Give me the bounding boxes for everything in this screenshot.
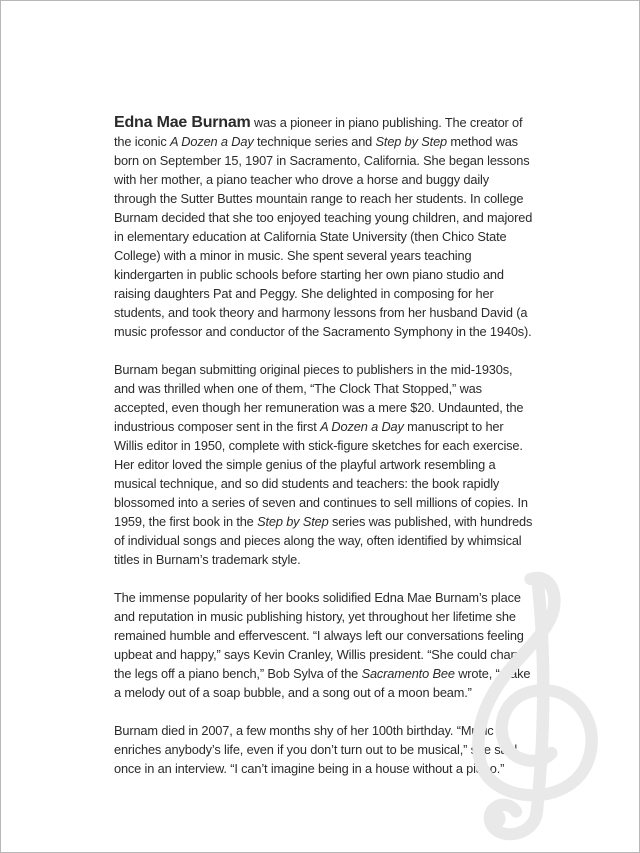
bio-paragraph-2 xyxy=(114,360,534,569)
text-segment: Sacramento Bee xyxy=(361,666,455,681)
text-segment: A Dozen a Day xyxy=(320,419,404,434)
text-segment: Burnam began submitting original pieces to publishers in the mid-1930s, and was thrilled when one of them, “The Clock That Stopped,” was accepted, even though her remuneration was a mere $20. Undaunted, the industrious composer sent in the first xyxy=(114,362,524,434)
text-segment: series was published, with hundreds of individual songs and pieces along the way, often identified by whimsical titles in Burnam’s trademark style. xyxy=(114,514,533,567)
text-segment: Step by Step xyxy=(375,134,448,149)
text-segment: Step by Step xyxy=(257,514,329,529)
text-segment: was a pioneer in piano publishing. The creator of the iconic xyxy=(114,115,523,149)
text-segment: The immense popularity of her books solidified Edna Mae Burnam’s place and reputation in music publishing history, yet throughout her lifetime she remained humble and effervescent. “I always left our conversations feeling upbeat and happy,” says Kevin Cranley, Willis president. “She could charm the legs off a piano bench,” Bob Sylva of the xyxy=(114,590,526,681)
text-segment: method was born on September 15, 1907 in Sacramento, California. She began lessons with her mother, a piano teacher who drove a horse and buggy daily through the Sutter Buttes mountain range to reach her students. In college Burnam decided that she too enjoyed teaching young children, and majored in elementary education at California State University (then Chico State College) with a minor in music. She spent several years teaching kindergarten in public schools before starting her own piano studio and raising daughters Pat and Peggy. She delighted in composing for her students, and took theory and harmony lessons from her husband David (a music professor and conductor of the Sacramento Symphony in the 1940s). xyxy=(114,134,533,339)
text-segment: wrote, “make a melody out of a soap bubble, and a song out of a moon beam.” xyxy=(114,666,531,700)
bio-paragraph-1 xyxy=(114,113,534,341)
bio-paragraph-4 xyxy=(114,721,534,778)
text-segment: A Dozen a Day xyxy=(169,134,254,149)
text-segment: Burnam died in 2007, a few months shy of her 100th birthday. “Music enriches anybody’s life, even if you don’t turn out to be musical,” she said once in an interview. “I can’t imagine being in a house without a piano.” xyxy=(114,723,518,776)
biography-text xyxy=(114,113,534,797)
text-segment: technique series and xyxy=(253,134,376,149)
text-segment: manuscript to her Willis editor in 1950, complete with stick-figure sketches for each exercise. Her editor loved the simple genius of the playful artwork resembling a musical technique, and so did students and teachers: the book rapidly blossomed into a series of seven and continues to sell millions of copies. In 1959, the first book in the xyxy=(114,419,528,529)
subject-name: Edna Mae Burnam xyxy=(114,114,251,131)
bio-paragraph-3 xyxy=(114,588,534,702)
